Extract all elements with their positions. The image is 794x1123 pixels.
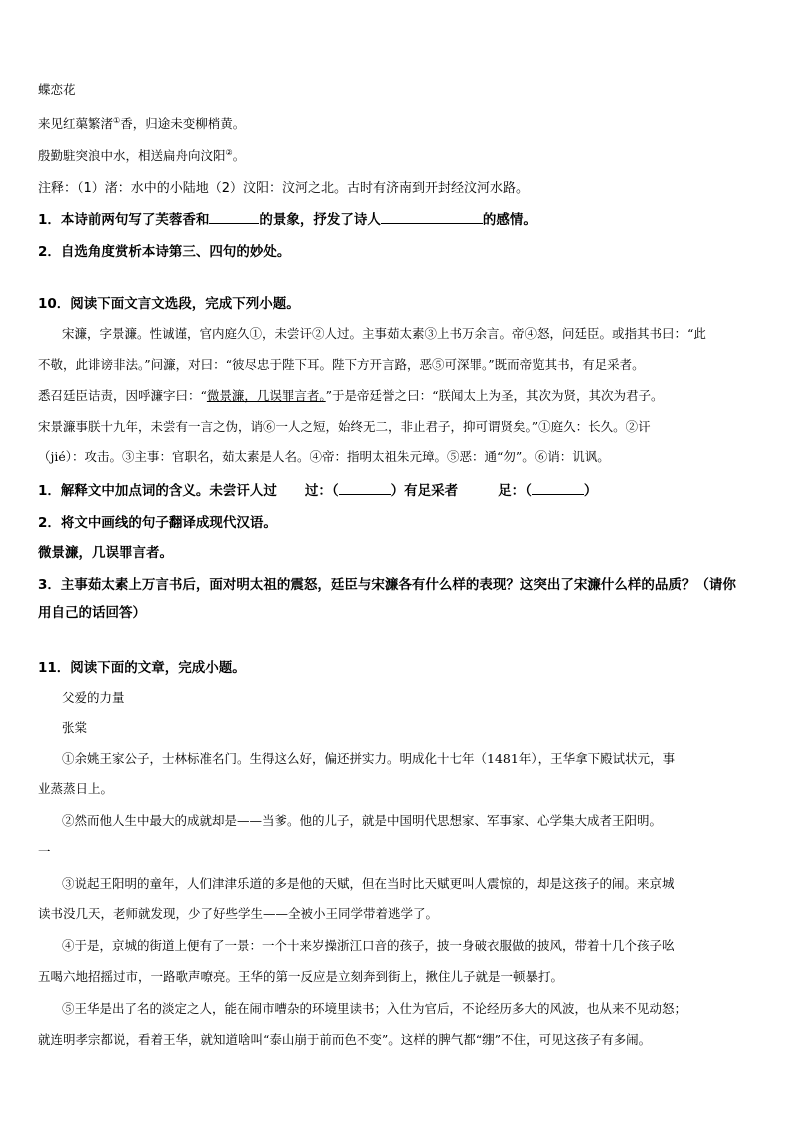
question-10-heading: 10．阅读下面文言文选段，完成下列小题。: [38, 296, 300, 312]
poem-line-2: 殷勤駐突浪中水，相送扁舟向汶阳②。: [38, 147, 246, 163]
poem-note: 注释：（1）渚：水中的小陆地（2）汶阳：汶河之北。古时有济南到开封经汶河水路。: [38, 181, 530, 196]
article-title: 父爱的力量: [62, 690, 125, 705]
translation-sentence: 微景濂，几误罪言者。: [38, 545, 173, 561]
question-10-3-cont: 用自己的话回答）: [38, 605, 146, 621]
article-paragraph-cont: 业蒸蒸日上。: [38, 781, 114, 796]
section-divider: 一: [38, 844, 51, 859]
underlined-sentence: 微景濂，几误罪言者。: [206, 388, 326, 403]
passage-line: 不敬，此诽谤非法。”问濂，对曰：“彼尽忠于陛下耳。陛下方开言路，恶⑤可深罪。”既而帝览其书，有足采者。: [38, 357, 645, 372]
question-9-1: 1．本诗前两句写了芙蓉香和 的景象，抒发了诗人 的感情。: [38, 212, 537, 228]
article-paragraph: ⑤王华是出了名的淡定之人，能在闹市嘈杂的环境里读书；入仕为官后，不论经历多大的风波，也从来不见动怒；: [62, 1001, 688, 1016]
question-10-1: 1．解释文中加点词的含义。未尝讦人过 过：（ ）有足采者 足：（ ）: [38, 483, 598, 499]
answer-blank[interactable]: [381, 210, 483, 224]
article-paragraph-cont: 读书没几天，老师就发现，少了好些学生——全被小王同学带着逃学了。: [38, 906, 439, 921]
passage-note: （jié）：攻击。③主事：官职名，茹太素是人名。④帝：指明太祖朱元璋。⑤恶：通“勿”。⑥诮：讥讽。: [38, 449, 610, 464]
passage-line: 悉召廷臣诘责，因呼濂字曰：“微景濂，几误罪言者。”于是帝廷誉之曰：“朕闻太上为圣，其次为贤，其次为君子。: [38, 388, 664, 403]
article-paragraph-cont: 五喝六地招摇过市，一路歌声嘹亮。王华的第一反应是立刻奔到街上，揪住儿子就是一顿暴打。: [38, 969, 564, 984]
article-paragraph: ②然而他人生中最大的成就却是——当爹。他的儿子，就是中国明代思想家、军事家、心学集大成者王阳明。: [62, 813, 663, 828]
article-paragraph: ①余姚王家公子，士林标准名门。生得这么好，偏还拼实力。明成化十七年（1481年），王华拿下殿试状元，事: [62, 751, 676, 766]
article-paragraph: ③说起王阳明的童年，人们津津乐道的多是他的天赋，但在当时比天赋更叫人震惊的，却是这孩子的闹。来京城: [62, 876, 675, 891]
poem-title: 蝶恋花: [38, 82, 76, 97]
poem-line-1: 来见红蕖繁渚①香，归途未变柳梢黄。: [38, 115, 246, 131]
question-10-2: 2．将文中画线的句子翻译成现代汉语。: [38, 515, 277, 531]
passage-line: 宋濂，字景濂。性诚谨，官内庭久①，未尝讦②人过。主事茹太素③上书万余言。帝④怒，问廷臣。或指其书曰：“此: [62, 326, 706, 341]
question-10-3: 3．主事茹太素上万言书后，面对明太祖的震怒，廷臣与宋濂各有什么样的表现？这突出了宋濂什么样的品质？（请你: [38, 577, 736, 593]
article-paragraph-cont: 就连明孝宗都说，看着王华，就知道啥叫“泰山崩于前而色不变”。这样的脾气都“绷”不住，可见这孩子有多闹。: [38, 1032, 652, 1047]
answer-blank[interactable]: [209, 210, 259, 224]
answer-blank[interactable]: [532, 481, 584, 495]
article-paragraph: ④于是，京城的街道上便有了一景：一个十来岁操浙江口音的孩子，披一身破衣服做的披风，带着十几个孩子吆: [62, 938, 675, 953]
article-author: 张棠: [62, 720, 88, 735]
question-11-heading: 11．阅读下面的文章，完成小题。: [38, 660, 246, 676]
passage-line: 宋景濂事朕十九年，未尝有一言之伪，诮⑥一人之短，始终无二，非止君子，抑可谓贤矣。”①庭久：长久。②讦: [38, 419, 651, 434]
answer-blank[interactable]: [339, 481, 391, 495]
question-9-2: 2．自选角度赏析本诗第三、四句的妙处。: [38, 244, 291, 260]
